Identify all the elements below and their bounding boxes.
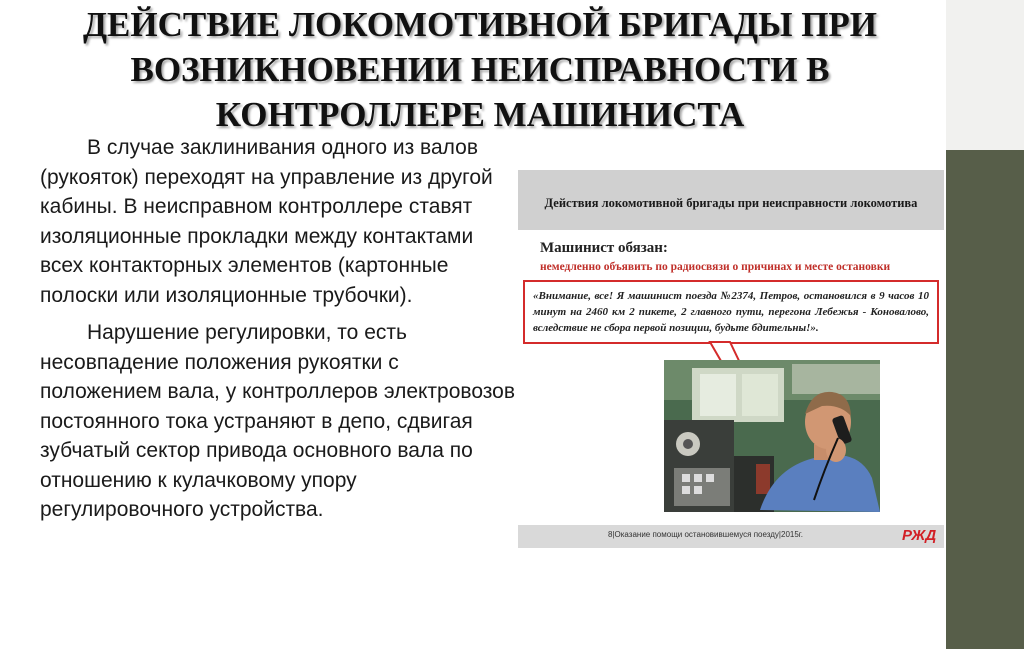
page-title: ДЕЙСТВИЕ ЛОКОМОТИВНОЙ БРИГАДЫ ПРИ ВОЗНИКНОВЕНИИ НЕИСПРАВНОСТИ В КОНТРОЛЛЕРЕ МАШИНИСТА — [82, 5, 878, 134]
driver-must-label: Машинист обязан: — [540, 240, 668, 256]
slide-title: Действия локомотивной бригады при неисправности локомотива — [544, 196, 918, 210]
driver-photo — [664, 360, 880, 512]
instruction-text: немедленно объявить по радиосвязи о причинах и месте остановки — [540, 261, 891, 273]
slide-footer — [518, 525, 944, 548]
paragraph-1: В случае заклинивания одного из валов (рукояток) переходят на управление из другой кабины. В неисправном контроллере ставят изоляционные прокладки между контактами всех контакторных элементов (картонные полоски или изоляционные трубочки). — [40, 136, 493, 307]
rzd-logo: РЖД — [902, 527, 937, 544]
paragraph-2: Нарушение регулировки, то есть несовпадение положения рукоятки с положением вала, у контроллеров электровозов постоянного тока устраняют в депо, сдвигая зубчатый сектор привода основного вала по отношению к кулачковому упору регулировочного устройства. — [40, 321, 515, 521]
footer-text: 8|Оказание помощи остановившемуся поезду|2015г. — [608, 530, 803, 539]
embedded-slide — [518, 170, 944, 548]
body-text — [40, 133, 518, 525]
right-decor-bar — [946, 150, 1024, 649]
quote-box: «Внимание, все! Я машинист поезда №2374, Петров, остановился в 9 часов 10 минут на 2460 км 2 пикете, 2 главного пути, перегона Лебежья - Коновалово, вследствие не сбора первой позиции, будьте бдительны!». — [523, 280, 939, 344]
